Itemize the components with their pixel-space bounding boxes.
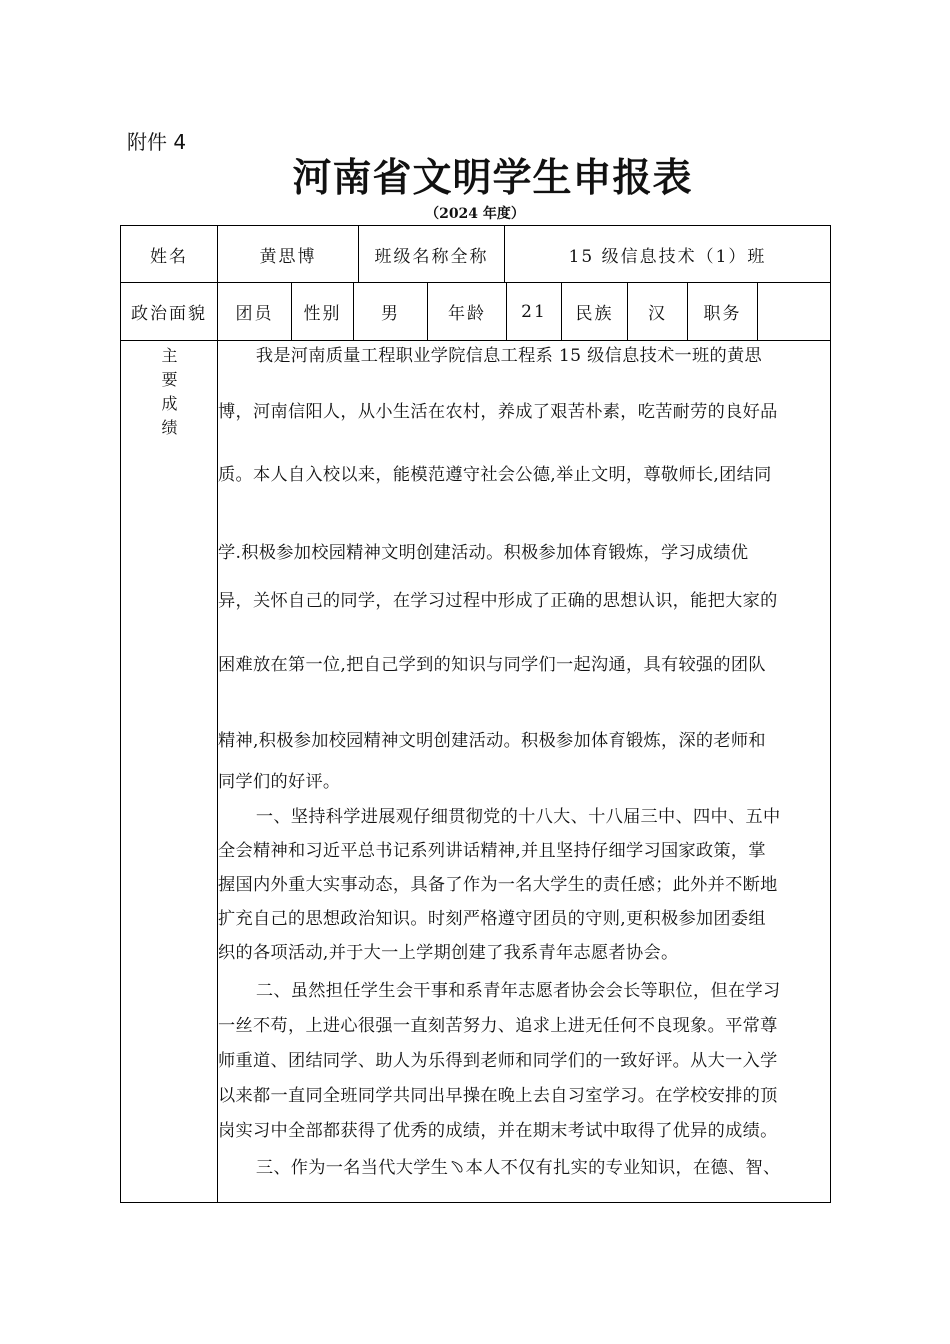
text-line: 精神,积极参加校园精神文明创建活动。积极参加体育锻炼，深的老师和 [218,731,766,751]
achievements-label-char: 主 [161,346,178,365]
ethnicity-label: 民族 [575,304,614,324]
gender-value: 男 [381,304,400,324]
achievements-text [218,341,832,1179]
class-label: 班级名称全称 [374,246,489,267]
text-line: 以来都一直同全班同学共同出早操在晚上去自习室学习。在学校安排的顶 [218,1086,778,1106]
text-line: 师重道、团结同学、助人为乐得到老师和同学们的一致好评。从大一入学 [218,1051,778,1071]
achievements-label-char: 要 [161,370,178,389]
position-value [758,283,830,340]
achievements-label [121,344,218,440]
text-line: 织的各项活动,并于大一上学期创建了我系青年志愿者协会。 [218,943,679,963]
achievements-label-char: 成 [161,394,178,413]
text-line: 岗实习中全部都获得了优秀的成绩，并在期末考试中取得了优异的成绩。 [218,1121,778,1141]
name-value: 黄思博 [259,246,317,267]
text-line: 学.积极参加校园精神文明创建活动。积极参加体育锻炼，学习成绩优 [218,543,749,563]
position-label: 职务 [703,304,742,324]
name-label: 姓名 [150,246,188,267]
text-line: 同学们的好评。 [218,772,341,792]
age-value: 21 [521,301,547,322]
form-year: （2024 年度） [425,206,525,222]
achievements-label-char: 绩 [161,418,178,437]
text-line: 握国内外重大实事动态，具备了作为一名大学生的责任感；此外并不断地 [218,875,778,895]
form-title: 河南省文明学生申报表 [292,155,693,201]
text-line: 质。本人自入校以来，能模范遵守社会公德,举止文明，尊敬师长,团结同 [218,465,772,485]
text-line: 博，河南信阳人，从小生活在农村，养成了艰苦朴素，吃苦耐劳的良好品 [218,402,778,422]
application-form [120,225,831,1203]
text-line: 一、坚持科学进展观仔细贯彻党的十八大、十八届三中、四中、五中 [255,807,781,827]
text-line: 一丝不苟，上进心很强一直刻苦努力、追求上进无任何不良现象。平常尊 [218,1016,778,1036]
class-value: 15 级信息技术（1）班 [568,246,767,267]
text-line: 异，关怀自己的同学，在学习过程中形成了正确的思想认识，能把大家的 [218,591,778,611]
attachment-label: 附件 4 [127,130,187,154]
gender-label: 性别 [303,304,342,324]
text-line: 三、作为一名当代大学生﹆本人不仅有扎实的专业知识，在德、智、 [255,1158,781,1178]
age-label: 年龄 [448,304,486,324]
political-status-value: 团员 [235,304,274,324]
text-line: 困难放在第一位,把自己学到的知识与同学们一起沟通，具有较强的团队 [218,655,766,675]
text-line: 我是河南质量工程职业学院信息工程系 15 级信息技术一班的黄思 [255,346,762,366]
text-line: 扩充自己的思想政治知识。时刻严格遵守团员的守则,更积极参加团委组 [218,909,766,929]
text-line: 二、虽然担任学生会干事和系青年志愿者协会会长等职位，但在学习 [255,981,781,1001]
text-line: 全会精神和习近平总书记系列讲话精神,并且坚持仔细学习国家政策，掌 [218,841,766,861]
political-status-label: 政治面貌 [131,304,207,324]
ethnicity-value: 汉 [648,304,667,324]
